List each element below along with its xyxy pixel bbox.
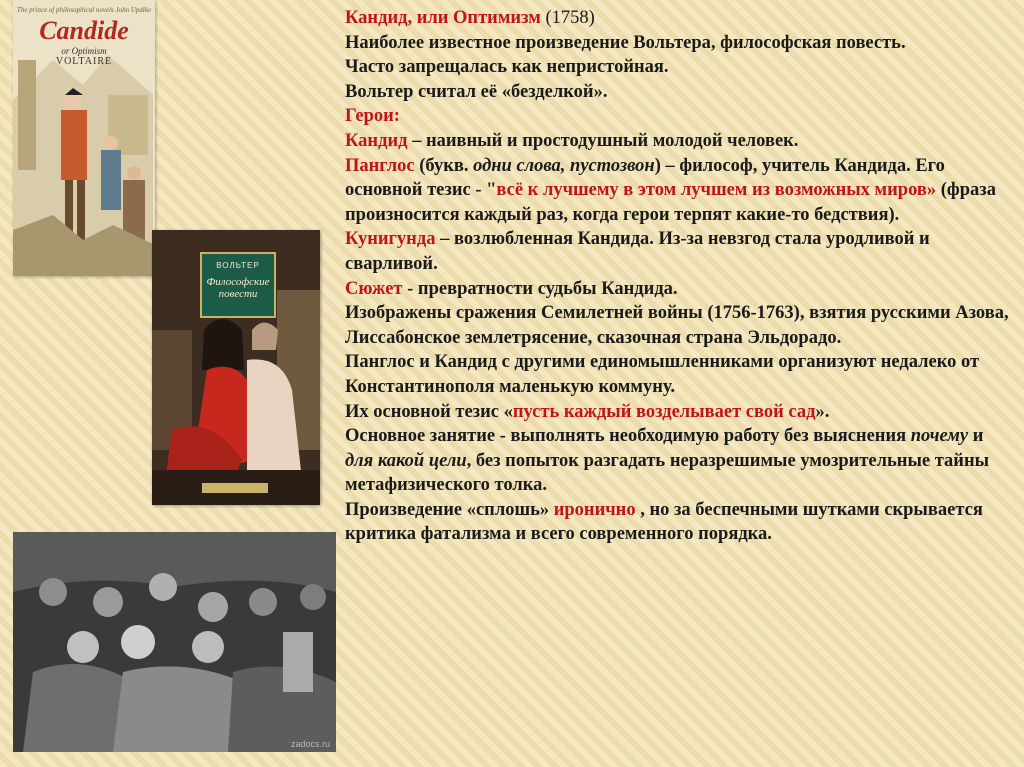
work-and: и	[968, 426, 984, 447]
work-what: для какой цели	[345, 450, 467, 471]
work-why: почему	[910, 426, 969, 447]
text-work	[345, 424, 1015, 498]
stories-cover-title: Философские повести	[206, 276, 270, 300]
stories-cover-author: ВОЛЬТЕР	[216, 261, 260, 270]
text-p3: Вольтер считал её «безделкой».	[345, 81, 608, 102]
plot-label: Сюжет	[345, 278, 403, 299]
thesis-after: ».	[815, 401, 830, 422]
main-text	[345, 6, 1015, 547]
philosophical-stories-book-cover	[152, 230, 320, 505]
title-line	[345, 6, 1015, 31]
thesis-red: пусть каждый возделывает свой сад	[512, 401, 816, 422]
thesis-before: Их основной тезис «	[345, 401, 513, 422]
candide-name: Кандид	[345, 130, 408, 151]
cover-author: VOLTAIRE	[55, 56, 113, 67]
cover-subtitle: or Optimism	[61, 46, 107, 56]
final-before: Произведение «сплошь»	[345, 499, 554, 520]
pangloss-thesis: всё к лучшему в этом лучшем из возможных миров»	[496, 180, 937, 201]
plot-desc: - превратности судьбы Кандида.	[402, 278, 678, 299]
cover-title: Candide	[39, 16, 129, 45]
work-year: (1758)	[540, 8, 595, 28]
hero-pangloss	[345, 154, 1015, 228]
film-still-photo	[13, 532, 336, 752]
film-still-illustration	[13, 532, 336, 752]
candide-desc: – наивный и простодушный молодой человек.	[407, 130, 799, 151]
text-commune: Панглос и Кандид с другими единомышленниками организуют недалеко от Константинополя маленькую коммуну.	[345, 352, 980, 397]
text-thesis	[345, 400, 1015, 425]
text-p1: Наиболее известное произведение Вольтера, философская повесть.	[345, 32, 906, 53]
final-red: иронично	[553, 499, 636, 520]
text-final	[345, 498, 1015, 547]
pangloss-thesis-after: (фраза произносится каждый раз, когда герои терпят какие-то бедствия).	[345, 180, 996, 225]
pangloss-lit: одни слова, пустозвон	[473, 155, 655, 176]
stories-cover-title-badge	[200, 252, 276, 318]
work-after: , без попыток разгадать неразрешимые умозрительные тайны метафизического толка.	[345, 450, 990, 496]
kunigunda-desc: – возлюбленная Кандида. Из-за невзгод стала уродливой и сварливой.	[345, 229, 930, 274]
work-before: Основное занятие - выполнять необходимую работу без выяснения	[345, 426, 911, 447]
hero-kunigunda	[345, 227, 1015, 276]
candide-book-cover	[13, 0, 155, 276]
kunigunda-name: Кунигунда	[345, 229, 436, 250]
final-after: , но за беспечными шутками скрывается критика фатализма и всего современного порядка.	[345, 499, 983, 545]
hero-candide	[345, 129, 1015, 154]
heroes-label: Герои:	[345, 106, 400, 127]
pangloss-name: Панглос	[345, 155, 415, 176]
text-wars: Изображены сражения Семилетней войны (1756-1763), взятия русскими Азова, Лиссабонское землетрясение, сказочная страна Эльдорадо.	[345, 303, 1009, 348]
pangloss-lit-open: (букв.	[414, 155, 474, 176]
work-title: Кандид, или Оптимизм	[345, 8, 541, 28]
cover-tagline: The prince of philosophical novels John Updike	[16, 6, 152, 14]
candide-cover-title-block	[13, 6, 155, 67]
plot-line	[345, 277, 1015, 302]
pangloss-lit-close: ) – философ, учитель Кандида. Его основной тезис - "	[345, 155, 945, 201]
photo-watermark: zadocs.ru	[290, 739, 330, 749]
text-p2: Часто запрещалась как непристойная.	[345, 57, 669, 78]
